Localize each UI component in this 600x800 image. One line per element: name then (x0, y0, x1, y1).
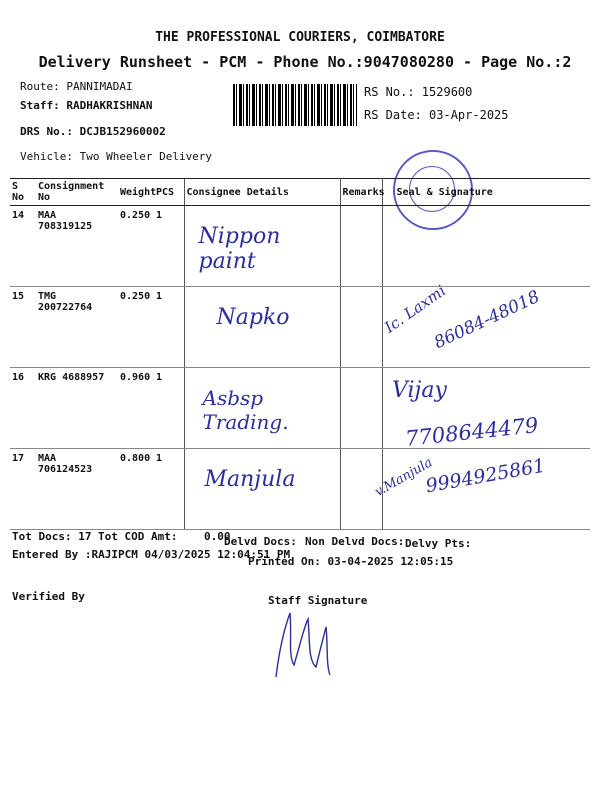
delvd-docs: Delvd Docs: (224, 535, 297, 548)
consignee-handwriting: Napko (216, 305, 290, 330)
tot-cod-amt: Tot COD Amt: 0.00 (98, 530, 231, 543)
signature-row16-name: Vijay (392, 378, 447, 403)
rs-no: RS No.: 1529600 (364, 85, 473, 99)
staff-label: Staff: RADHAKRISHNAN (20, 99, 153, 112)
cell-seal (382, 206, 590, 287)
cell-weight: 0.250 (118, 206, 154, 287)
cell-consignee (184, 206, 340, 287)
cell-sno: 17 (10, 449, 36, 530)
cell-remarks (340, 287, 382, 368)
consignee-handwriting: Manjula (204, 467, 296, 492)
signature-row17-phone: 9994925861 (424, 454, 547, 498)
cell-sno: 15 (10, 287, 36, 368)
consignee-handwriting: Nippon paint (198, 224, 281, 274)
route-label: Route: PANNIMADAI (20, 80, 133, 93)
cell-consignee (184, 287, 340, 368)
non-delvd-docs: Non Delvd Docs: (305, 535, 405, 548)
table-row (10, 287, 590, 368)
cell-consignment: TMG 200722764 (36, 287, 118, 368)
col-header-weight: Weight (118, 179, 154, 206)
signature-row15-phone: 86084-48018 (431, 286, 543, 354)
cell-consignment: MAA 708319125 (36, 206, 118, 287)
col-header-seal: Seal & Signature (382, 179, 590, 206)
cell-seal (382, 449, 590, 530)
table-row (10, 206, 590, 287)
cell-weight: 0.250 (118, 287, 154, 368)
cell-pcs: 1 (154, 287, 184, 368)
staff-signature-scribble (268, 605, 338, 685)
col-header-remarks: Remarks (340, 179, 382, 206)
cell-remarks (340, 206, 382, 287)
signature-row15-name: Ic. Laxmi (381, 281, 450, 337)
cell-consignee (184, 449, 340, 530)
rs-date: RS Date: 03-Apr-2025 (364, 108, 509, 122)
cell-weight: 0.800 (118, 449, 154, 530)
verified-by-label: Verified By (12, 590, 85, 603)
vehicle-label: Vehicle: Two Wheeler Delivery (20, 150, 213, 163)
consignee-handwriting: Asbsp Trading. (202, 386, 289, 434)
delvy-pts: Delvy Pts: (405, 537, 472, 550)
table-header-row (10, 179, 590, 206)
cell-weight: 0.960 (118, 368, 154, 449)
col-header-consignment: Consignment No (36, 179, 118, 206)
runsheet-subtitle: Delivery Runsheet - PCM - Phone No.:9047080280 - Page No.:2 (38, 53, 572, 71)
cell-pcs: 1 (154, 206, 184, 287)
printed-on: Printed On: 03-04-2025 12:05:15 (248, 555, 454, 568)
col-header-sno: S No (10, 179, 36, 206)
col-header-consignee: Consignee Details (184, 179, 340, 206)
company-title: THE PROFESSIONAL COURIERS, COIMBATORE (155, 30, 445, 45)
cell-pcs: 1 (154, 449, 184, 530)
cell-pcs: 1 (154, 368, 184, 449)
barcode (233, 84, 357, 126)
cell-consignment: KRG 4688957 (36, 368, 118, 449)
tot-docs: Tot Docs: 17 (12, 530, 92, 543)
cell-remarks (340, 368, 382, 449)
col-header-pcs: PCS (154, 179, 184, 206)
cell-sno: 14 (10, 206, 36, 287)
staff-signature-label: Staff Signature (268, 594, 368, 607)
signature-row16-phone: 7708644479 (404, 413, 540, 451)
cell-consignee (184, 368, 340, 449)
signature-row17-name: v.Manjula (372, 455, 436, 500)
drs-label: DRS No.: DCJB152960002 (20, 125, 166, 138)
cell-sno: 16 (10, 368, 36, 449)
cell-consignment: MAA 706124523 (36, 449, 118, 530)
entered-by: Entered By :RAJIPCM 04/03/2025 12:04:51 PM (12, 548, 291, 561)
